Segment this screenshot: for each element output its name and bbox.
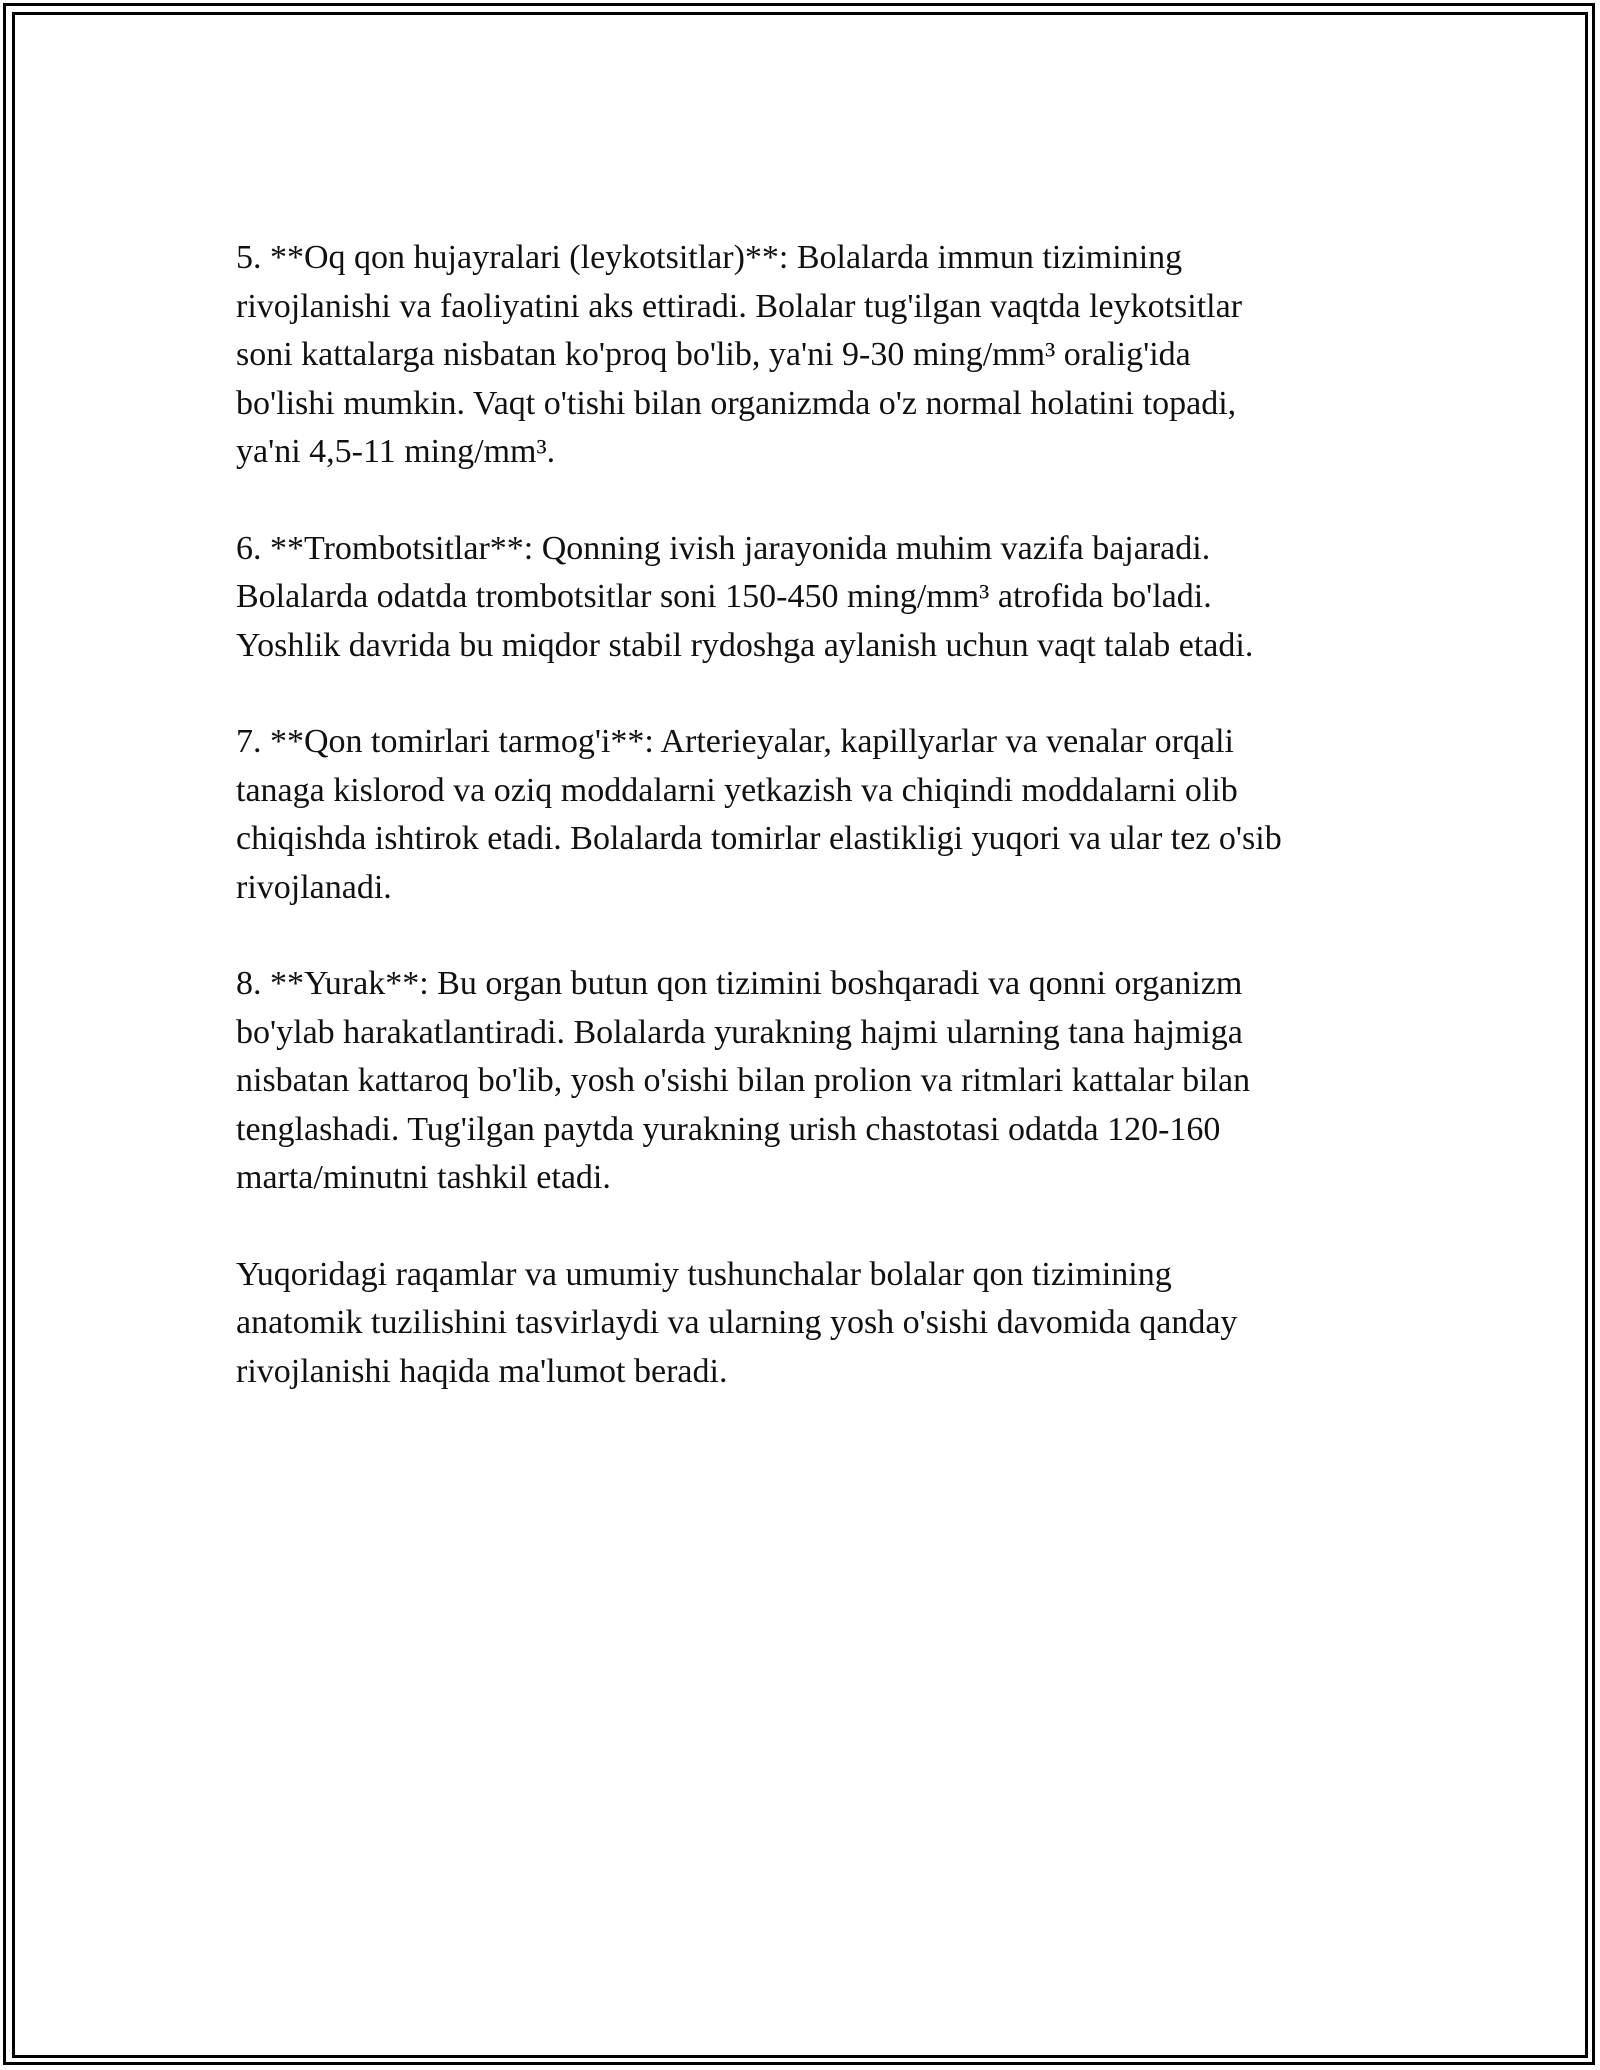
paragraph-blood-vessels bbox=[236, 718, 1376, 912]
text-line: 6. **Trombotsitlar**: Qonning ivish jarayonida muhim vazifa bajaradi. bbox=[236, 529, 1211, 567]
text-line: 8. **Yurak**: Bu organ butun qon tizimini boshqaradi va qonni organizm bbox=[236, 965, 1243, 1002]
text-line: rivojlanishi haqida ma'lumot beradi. bbox=[236, 1352, 728, 1390]
text-line: 7. **Qon tomirlari tarmog'i**: Arterieyalar, kapillyarlar va venalar orqali bbox=[236, 723, 1234, 760]
text-line: tanaga kislorod va oziq moddalarni yetkazish va chiqindi moddalarni olib bbox=[236, 771, 1238, 809]
text-line: Bolalarda odatda trombotsitlar soni 150-450 ming/mm³ atrofida bo'ladi. bbox=[236, 578, 1212, 615]
text-line: rivojlanishi va faoliyatini aks ettiradi. Bolalar tug'ilgan vaqtda leykotsitlar bbox=[236, 287, 1243, 325]
document-body bbox=[236, 234, 1376, 1396]
paragraph-thrombocytes bbox=[236, 525, 1376, 671]
text-line: chiqishda ishtirok etadi. Bolalarda tomirlar elastikligi yuqori va ular tez o'sib bbox=[236, 820, 1282, 857]
text-line: rivojlanadi. bbox=[236, 868, 392, 906]
text-line: ya'ni 4,5-11 ming/mm³. bbox=[236, 433, 556, 470]
text-line: bo'lishi mumkin. Vaqt o'tishi bilan organizmda o'z normal holatini topadi, bbox=[236, 384, 1237, 422]
paragraph-leukocytes bbox=[236, 234, 1376, 477]
text-line: anatomik tuzilishini tasvirlaydi va ularning yosh o'sishi davomida qanday bbox=[236, 1304, 1238, 1341]
text-line: bo'ylab harakatlantiradi. Bolalarda yurakning hajmi ularning tana hajmiga bbox=[236, 1013, 1243, 1051]
paragraph-conclusion bbox=[236, 1251, 1376, 1397]
text-line: 5. **Oq qon hujayralari (leykotsitlar)**: Bolalarda immun tizimining bbox=[236, 239, 1183, 276]
paragraph-heart bbox=[236, 960, 1376, 1203]
text-line: tenglashadi. Tug'ilgan paytda yurakning urish chastotasi odatda 120-160 bbox=[236, 1110, 1221, 1148]
text-line: marta/minutni tashkil etadi. bbox=[236, 1159, 611, 1196]
text-line: Yuqoridagi raqamlar va umumiy tushunchalar bolalar qon tizimining bbox=[236, 1255, 1172, 1293]
text-line: Yoshlik davrida bu miqdor stabil rydoshga aylanish uchun vaqt talab etadi. bbox=[236, 626, 1254, 664]
text-line: nisbatan kattaroq bo'lib, yosh o'sishi bilan prolion va ritmlari kattalar bilan bbox=[236, 1062, 1251, 1099]
text-line: soni kattalarga nisbatan ko'proq bo'lib, ya'ni 9-30 ming/mm³ oralig'ida bbox=[236, 336, 1191, 373]
